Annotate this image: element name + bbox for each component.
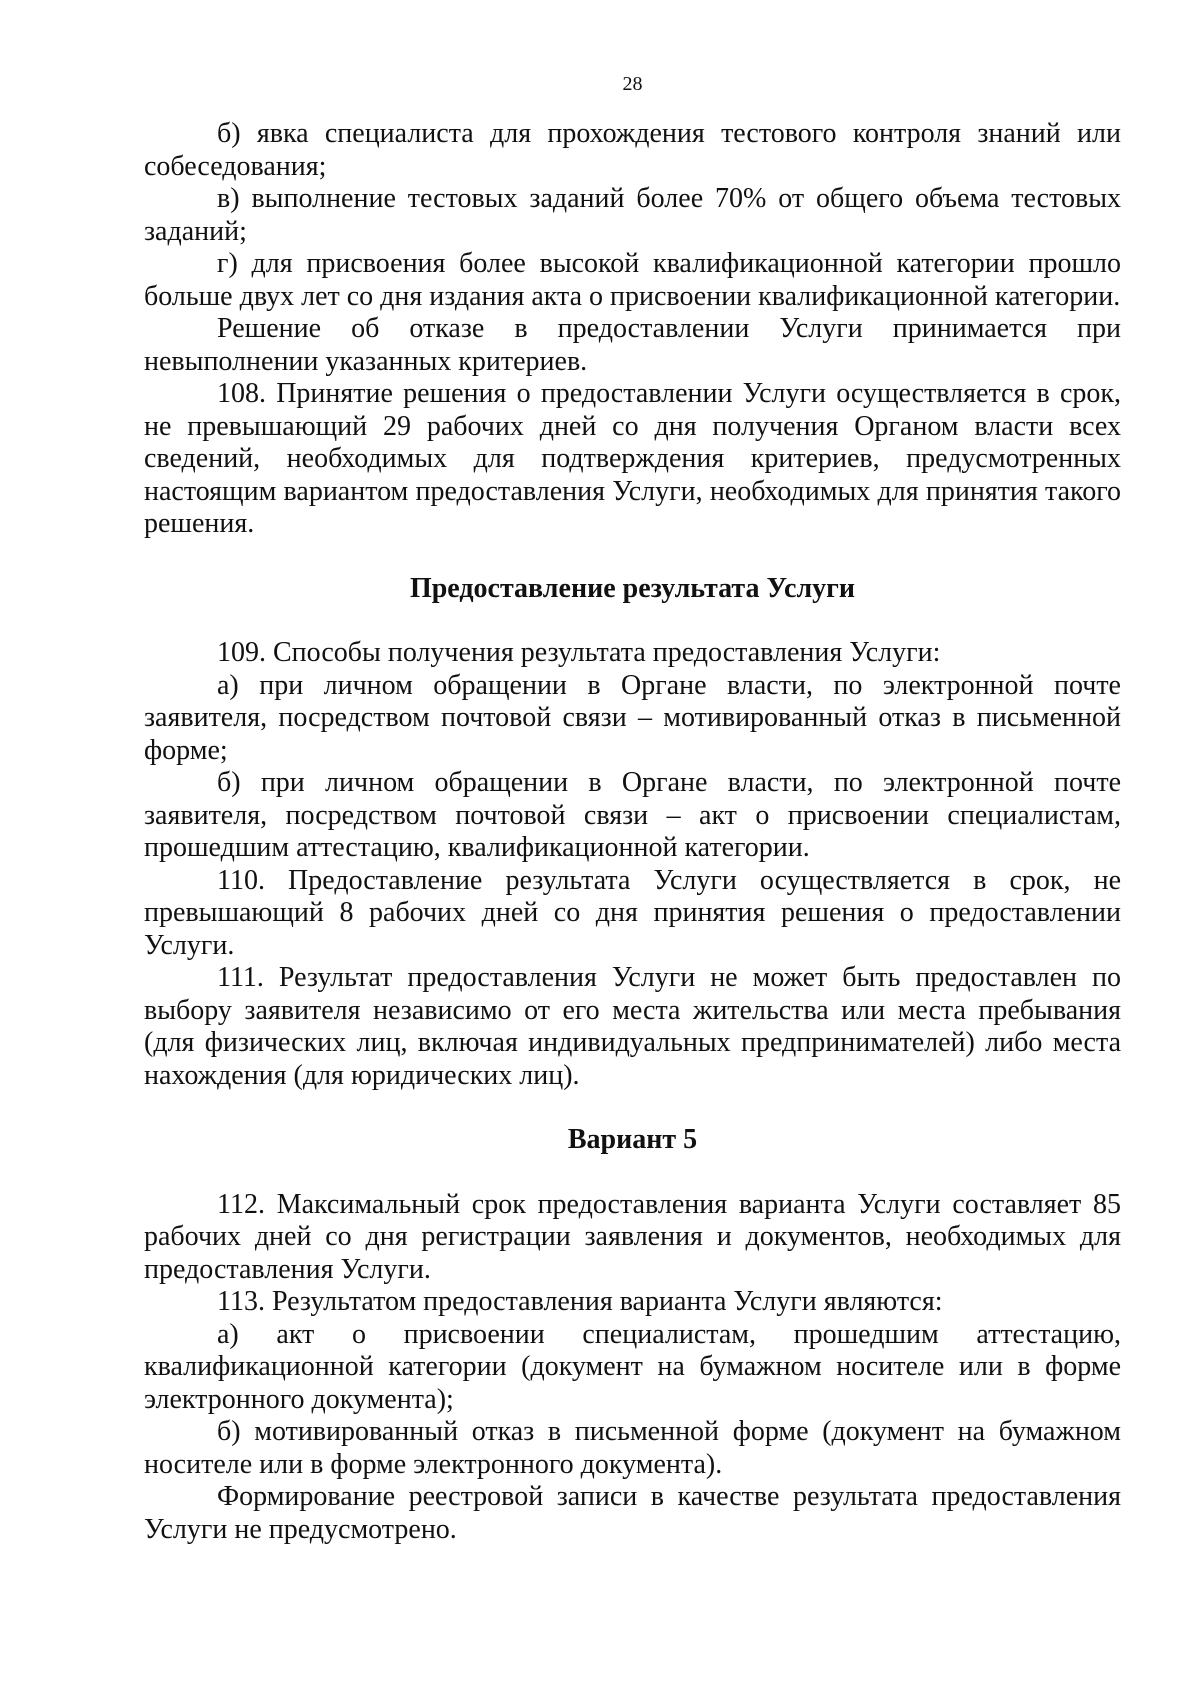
- paragraph-110: 110. Предоставление результата Услуги осуществляется в срок, не превышающий 8 рабочих дней со дня принятия решения о предоставлении Услуги.: [144, 864, 1121, 961]
- page-number: 28: [622, 73, 643, 95]
- paragraph-108: 108. Принятие решения о предоставлении Услуги осуществляется в срок, не превышающий 29 рабочих дней со дня получения Органом власти всех сведений, необходимых для подтверждения критериев, предусмотренных настоящим вариантом предоставления Услуги, необходимых для принятия такого решения.: [144, 378, 1121, 539]
- paragraph-item-v-test-tasks: в) выполнение тестовых заданий более 70% от общего объема тестовых заданий;: [144, 183, 1121, 247]
- paragraph-109-item-a: а) при личном обращении в Органе власти, по электронной почте заявителя, посредством почтовой связи – мотивированный отказ в письменной форме;: [144, 669, 1121, 766]
- paragraph-item-g-higher-category: г) для присвоения более высокой квалификационной категории прошло больше двух лет со дня издания акта о присвоении квалификационной категории.: [144, 248, 1121, 312]
- paragraph-item-b-attendance: б) явка специалиста для прохождения тестового контроля знаний или собеседования;: [144, 118, 1121, 182]
- paragraph-113-item-a: а) акт о присвоении специалистам, прошедшим аттестацию, квалификационной категории (документ на бумажном носителе или в форме электронного документа);: [144, 1318, 1121, 1415]
- paragraph-113-item-b: б) мотивированный отказ в письменной форме (документ на бумажном носителе или в форме электронного документа).: [144, 1416, 1121, 1480]
- paragraph-registry-record: Формирование реестровой записи в качестве результата предоставления Услуги не предусмотрено.: [144, 1481, 1121, 1545]
- paragraph-109-item-b: б) при личном обращении в Органе власти, по электронной почте заявителя, посредством почтовой связи – акт о присвоении специалистам, прошедшим аттестацию, квалификационной категории.: [144, 767, 1121, 863]
- paragraph-refusal-decision: Решение об отказе в предоставлении Услуги принимается при невыполнении указанных критериев.: [144, 313, 1121, 377]
- paragraph-112: 112. Максимальный срок предоставления варианта Услуги составляет 85 рабочих дней со дня регистрации заявления и документов, необходимых для предоставления Услуги.: [144, 1188, 1121, 1285]
- document-body: [144, 118, 1121, 1546]
- paragraph-111: 111. Результат предоставления Услуги не может быть предоставлен по выбору заявителя независимо от его места жительства или места пребывания (для физических лиц, включая индивидуальных предпринимателей) либо места нахождения (для юридических лиц).: [144, 962, 1121, 1091]
- section-heading-variant-5: Вариант 5: [567, 1124, 698, 1155]
- paragraph-109: 109. Способы получения результата предоставления Услуги:: [217, 637, 941, 668]
- section-heading-result-provision: Предоставление результата Услуги: [409, 572, 856, 604]
- paragraph-113: 113. Результатом предоставления варианта Услуги являются:: [217, 1286, 943, 1317]
